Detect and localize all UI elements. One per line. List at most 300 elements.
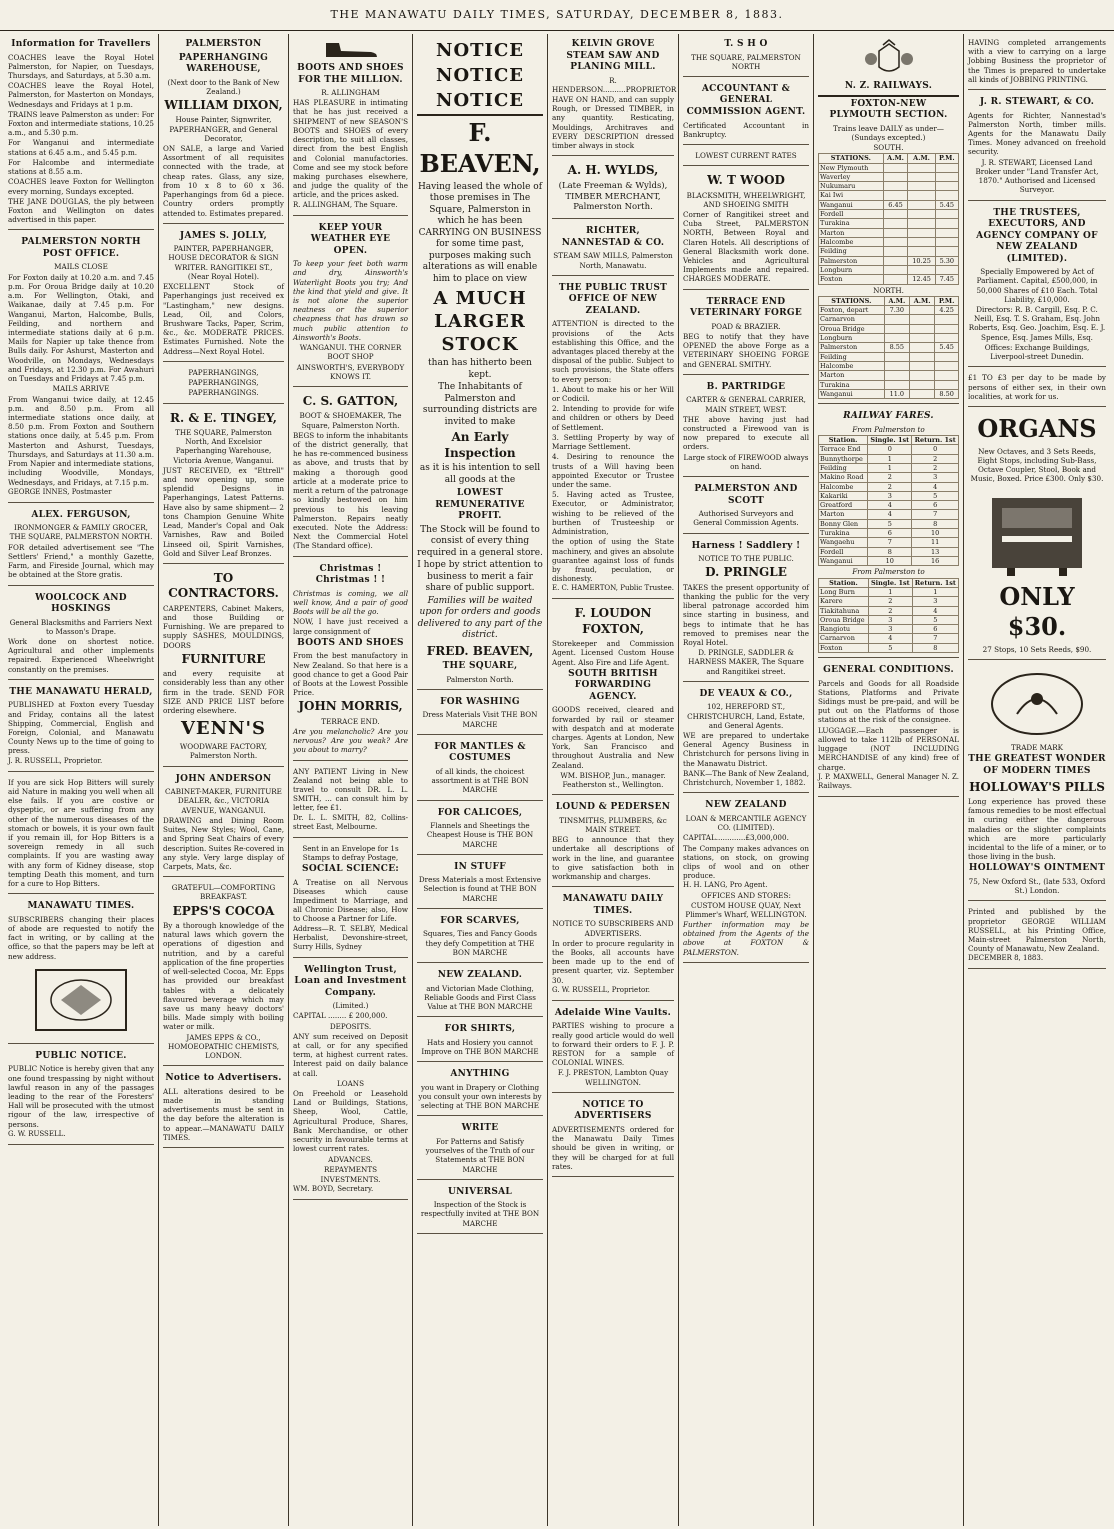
fare-cell: Fordell: [819, 547, 868, 556]
sho-sub: THE SQUARE, PALMERSTON NORTH: [691, 52, 801, 71]
fare-cell: 5: [868, 643, 912, 652]
column-8: [964, 34, 1110, 1526]
stuff-text: Dress Materials a most Extensive Selection is found at THE BON MARCHE: [418, 875, 542, 903]
beaven-signature: FRED. BEAVEN,: [426, 643, 534, 658]
woolcock-title: WOOLCOCK AND HOSKINGS: [35, 592, 127, 615]
jolly-sub: PAINTER, PAPERHANGER, HOUSE DECORATOR & SIGN WRITER. RANGITIKEI ST., (Near Royal Hotel).: [168, 244, 279, 281]
pringle-ad: [683, 536, 809, 682]
fare-row: [819, 597, 959, 606]
timetable-cell: 11.0: [884, 389, 909, 398]
timetable-row: [819, 200, 959, 209]
trust-signature: E. C. HAMERTON, Public Trustee.: [552, 584, 674, 593]
p-note: (Next door to the Bank of New Zealand.): [167, 77, 280, 96]
stewart-title: J. R. STEWART, & CO.: [979, 97, 1095, 108]
anderson-title: JOHN ANDERSON: [175, 773, 272, 784]
deveaux-text: WE are prepared to undertake General Agency Business in Christchurch for persons living in the Manawatu District.: [683, 731, 809, 768]
column-4: [413, 34, 548, 1526]
timetable-cell: [908, 210, 935, 219]
fare-cell: 4: [868, 634, 912, 643]
p-sub: PAPERHANGING WAREHOUSE,: [178, 52, 269, 75]
terrace-forge-ad: [683, 292, 809, 375]
timetable-cell: Halcombe: [819, 361, 885, 370]
preston: F. J. PRESTON, Lambton Quay WELLINGTON.: [557, 1068, 669, 1087]
fare-cell: 3: [868, 625, 912, 634]
timetable-cell: [935, 265, 958, 274]
masthead: [0, 0, 1114, 31]
fares-table: Station. Single. 1st Return. 1st Terrace End 0 0 Bunnythorpe 1 2 Feilding 1 2 Makino Road 2 3 Halcombe 2 4 Kakariki 3 5 Greatford 4 6 Marton 4 7 Bonny Glen 5 8 Turakina 6 10 Wangaehu 7 11 Fordell 8 13 Wanganui 10 16: [818, 435, 959, 566]
timetable-cell: [909, 352, 934, 361]
palm-scott-text: Authorised Surveyors and General Commission Agents.: [693, 509, 799, 528]
timetable-row: [819, 191, 959, 200]
post-title: PALMERSTON NORTH POST OFFICE.: [21, 237, 141, 259]
smith-ad: [293, 763, 408, 838]
timetable-row: [819, 238, 959, 247]
sho-title: T. S H O: [724, 39, 768, 49]
weather-text: To keep your feet both warm and dry, Ainsworth's Waterlight Boots you try; And the kind that yield and give. It is not alone the superior neatness or the superior cheapness that has drawn so much public attention to Ainsworth's Boots.: [293, 259, 408, 342]
north: NORTH.: [873, 285, 904, 295]
post-signature: GEORGE INNES, Postmaster: [8, 487, 112, 496]
washing-text: Dress Materials Visit THE BON MARCHE: [422, 710, 538, 729]
calicoes-title: FOR CALICOES,: [437, 807, 523, 818]
timetable-header: A.M.: [909, 296, 934, 305]
kelvin-title: KELVIN GROVE STEAM SAW AND PLANING MILL.: [566, 39, 660, 73]
lound-text: BEG to announce that they undertake all descriptions of work in the line, and guarantee to give satisfaction both in workmanship and charges.: [552, 835, 674, 882]
boot-icon: [321, 39, 381, 61]
trust-item: 2. Intending to provide for wife and children or others by Deed of Settlement.: [552, 404, 674, 432]
nzloan-text: The Company makes advances on stations, on stock, on growing clips of wool and on other produce.: [683, 843, 809, 881]
trust-text: ATTENTION is directed to the provisions of the Acts establishing this Office, and the advantages placed thereby at the disposal of the public. Subject to such provisions, the State offers to every person:: [552, 319, 674, 384]
nzloan-capital: CAPITAL.............£3,000,000.: [683, 833, 789, 843]
fares-title: RAILWAY FARES.: [843, 411, 934, 422]
investments-title: INVESTMENTS.: [320, 1175, 381, 1184]
fare-cell: 3: [912, 597, 958, 606]
partridge-title: B. PARTRIDGE: [706, 381, 786, 392]
selby-address: Address—R. T. SELBY, Medical Herbalist, Devonshire-street, Surry Hills, Sydney: [293, 924, 408, 951]
timetable-cell: [883, 219, 908, 228]
furniture-text: and every requisite at considerably less than any other firm in the trade. SEND FOR SIZE AND PRICE LIST before ordering elsewhere.: [163, 669, 284, 716]
holloway-ad: [968, 662, 1106, 901]
lowest-rates: [683, 147, 809, 166]
fare-row: [819, 606, 959, 615]
tingey-title: R. & E. TINGEY,: [170, 410, 277, 425]
conditions-ad: [818, 660, 959, 797]
fare-cell: Karere: [819, 597, 869, 606]
fare-cell: 3: [868, 491, 912, 500]
kelvin-text: HAVE ON HAND, and can supply Rough, or Dressed TIMBER, in any quantity. Resticating, Mouldings, Architraves and EVERY DESCRIPTION dressed timber always in stock: [552, 94, 674, 151]
timetable-cell: [935, 352, 959, 361]
adv-title: NOTICE TO ADVERTISERS: [574, 1099, 652, 1122]
info-text: TRAINS leave Palmerston as under: For Foxton and intermediate stations, 10.25 a.m., and 5.30 p.m.: [8, 109, 154, 138]
timetable-cell: [909, 371, 934, 380]
timetable-cell: Kai Iwi: [819, 191, 884, 200]
organs-sub: 27 Stops, 10 Sets Reeds, $90.: [982, 645, 1092, 655]
timetable-cell: [908, 238, 935, 247]
adelaide-text: PARTIES wishing to procure a really good article would do well to forward their orders to F. J. P. RESTON for a sample of COLONIAL WINES.: [552, 1021, 674, 1068]
paperhangings: PAPERHANGINGS.: [188, 388, 259, 398]
north-timetable: [818, 296, 959, 399]
adv-text: ADVERTISEMENTS ordered for the Manawatu Daily Times should be given in writing, or they will be charged for at full rates.: [552, 1124, 674, 1171]
paperhanging-warehouse-ad: [163, 34, 284, 224]
timetable-cell: Longburn: [819, 265, 884, 274]
manawatu-times: MANAWATU DAILY TIMES.: [562, 894, 664, 916]
hope-text: I hope by strict attention to business to merit a fair share of public support.: [417, 560, 543, 594]
fare-cell: Carnarvon: [819, 634, 869, 643]
nzloan-signature: H. H. LANG, Pro Agent.: [683, 881, 768, 890]
deveaux-bank: BANK—The Bank of New Zealand, Christchurch, November 1, 1882.: [683, 768, 809, 788]
fare-row: [819, 510, 959, 519]
timetable-cell: [884, 334, 909, 343]
fare-row: [819, 625, 959, 634]
fare-cell: Long Burn: [819, 587, 869, 596]
holloway-address: 75, New Oxford St., (late 533, Oxford St.) London.: [968, 876, 1106, 896]
trust-item: 4. Desiring to renounce the trusts of a Will having been appointed Executor or Trustee under the same.: [552, 452, 674, 490]
timetable-row: [819, 163, 959, 172]
timetable-cell: [935, 172, 958, 181]
timetable-cell: [884, 361, 909, 370]
fare-cell: 7: [868, 538, 912, 547]
wylds-sub: (Late Freeman & Wylds), TIMBER MERCHANT, Palmerston North.: [558, 180, 668, 213]
timetable-cell: [884, 324, 909, 333]
paperhangings: PAPERHANGINGS,: [188, 367, 259, 377]
christmas-text: Christmas is coming, we all well know, And a pair of good Boots will be all the go.: [293, 588, 408, 617]
timetable-cell: [935, 219, 958, 228]
fare-cell: 10: [868, 557, 912, 566]
holloway-pills: HOLLOWAY'S PILLS: [969, 779, 1105, 794]
fare-cell: Tiakitahuna: [819, 606, 869, 615]
column-6: [679, 34, 814, 1526]
subscribers-signature: G. W. RUSSELL, Proprietor.: [552, 985, 651, 994]
times-ad: [8, 896, 154, 1044]
times-title: MANAWATU TIMES.: [27, 901, 135, 912]
allingham-text: HAS PLEASURE in intimating that he has just received a SHIPMENT of new SEASON'S BOOTS and SHOES of every description, to suit all classes, direct from the best English and Colonial manufactories. Come and see my stock before making purchases elsewhere, and judge the quality of the article, and the prices asked.: [293, 98, 408, 200]
timetable-cell: [909, 306, 934, 315]
epps-text: By a thorough knowledge of the natural laws which govern the operations of digestion and nutrition, and by a careful application of the fine properties of well-selected Cocoa, Mr. Epps has provided our breakfast tables with a delicately flavoured beverage which may save us many heavy doctors' bills. Made simply with boiling water or milk.: [163, 920, 284, 1032]
trustees-ad: [968, 203, 1106, 368]
advances-title: ADVANCES.: [328, 1154, 373, 1164]
bon-marche-calicoes: [417, 803, 543, 855]
column-5: [548, 34, 679, 1526]
timetable-cell: 8.50: [935, 389, 959, 398]
timetable-cell: [935, 182, 958, 191]
social-text: A Treatise on all Nervous Diseases which cause Impediment to Marriage, and all Chronic Disease; also, How to Choose a Partner for Life.: [293, 877, 408, 924]
timetable-cell: [935, 361, 959, 370]
anything-text: you want in Drapery or Clothing you consult your own interests by selecting at THE BON MARCHE: [418, 1082, 542, 1111]
subscribers-text: In order to procure regularity in the Books, all accounts have been made up to the end of present quarter, viz. September 30.: [552, 938, 674, 985]
early-inspection: An Early Inspection: [444, 430, 516, 460]
timetable-cell: 7.45: [935, 275, 958, 284]
fare-cell: 4: [868, 501, 912, 510]
goods-text: GOODS received, cleared and forwarded by rail or steamer with despatch and at moderate charges. Agents at London, New York, San Francisco and throughout Australia and New Zealand.: [552, 705, 674, 770]
trust-item: 3. Settling Property by way of Marriage Settlement.: [552, 432, 674, 452]
holloway-trade: TRADE MARK: [1010, 743, 1064, 753]
timetable-row: [819, 389, 959, 398]
timetable-cell: [935, 315, 959, 324]
fare-cell: Feilding: [819, 463, 868, 472]
morris-title: JOHN MORRIS,: [298, 699, 403, 714]
fare-cell: 7: [912, 634, 958, 643]
rail-sub: FOXTON-NEW PLYMOUTH SECTION.: [829, 98, 948, 121]
fare-cell: 16: [912, 557, 959, 566]
richter-ad: [552, 221, 674, 275]
fare-row: [819, 501, 959, 510]
epps-sub: GRATEFUL—COMFORTING BREAKFAST.: [171, 883, 276, 902]
now-text: NOW, I have just received a large consignment of: [293, 617, 408, 636]
fare-row: [819, 445, 959, 454]
notice-heading: NOTICE: [436, 65, 524, 87]
fare-cell: 2: [868, 482, 912, 491]
public-notice-ad: [8, 1046, 154, 1145]
timetable-cell: [909, 343, 934, 352]
fare-cell: 11: [912, 538, 959, 547]
fare-row: [819, 634, 959, 643]
timetable-row: [819, 343, 959, 352]
timetable-cell: [908, 265, 935, 274]
timetable-row: [819, 371, 959, 380]
stewart-signature: J. R. STEWART, Licensed Land Broker under "Land Transfer Act, 1870." Authorised and Licensed Surveyor.: [975, 157, 1099, 195]
rail-note: Trains leave DAILY as under—(Sundays excepted.): [833, 123, 944, 142]
timetable-cell: [883, 172, 908, 181]
twood-sub: BLACKSMITH, WHEELWRIGHT, AND SHOEING SMITH: [686, 190, 806, 209]
firewood: Large stock of FIREWOOD always on hand.: [683, 452, 809, 471]
tingey-ad: [163, 406, 284, 564]
timetable-cell: [935, 191, 958, 200]
trustees-text: Specially Empowered by Act of Parliament. Capital, £500,000, in 50,000 Shares of £10 Each. Total Liability, £10,000.: [976, 267, 1098, 304]
timetable-cell: [935, 380, 959, 389]
beaven-text: Having leased the whole of those premises in The Square, Palmerston in which he has been CARRYING ON BUSINESS for some time past, purposes making such alterations as will enable him to place on view: [417, 181, 543, 284]
hop-bitters-ad: [8, 774, 154, 895]
timetable-cell: Palmerston: [819, 343, 885, 352]
fare-cell: Makino Road: [819, 473, 868, 482]
fare-cell: 13: [912, 547, 959, 556]
ainsworth-title: WANGANUI. THE CORNER BOOT SHOP: [299, 343, 402, 362]
fare-row: [819, 463, 959, 472]
herald-title: THE MANAWATU HERALD,: [9, 686, 153, 697]
bon-marche-nz: [417, 965, 543, 1017]
dixon-name: WILLIAM DIXON,: [164, 97, 283, 112]
timetable-cell: [883, 256, 908, 265]
nzloan-sub: LOAN & MERCANTILE AGENCY CO. (LIMITED).: [685, 813, 807, 833]
partridge-ad: [683, 377, 809, 477]
fare-cell: 0: [868, 445, 912, 454]
info-title: Information for Travellers: [11, 39, 151, 49]
timetable-cell: [883, 182, 908, 191]
richter-title: RICHTER, NANNESTAD & CO.: [561, 226, 665, 248]
fare-cell: Wangaehu: [819, 538, 868, 547]
timetable-row: [819, 275, 959, 284]
bon-marche-scarves: [417, 911, 543, 963]
capital: CAPITAL ........ £ 200,000.: [293, 1011, 388, 1021]
fare-cell: 6: [868, 529, 912, 538]
timetable-cell: 5.45: [935, 343, 959, 352]
timetable-row: [819, 256, 959, 265]
timetable-cell: New Plymouth: [819, 163, 884, 172]
fare-cell: 1: [912, 587, 958, 596]
inhabitants: The Inhabitants of Palmerston and surrounding districts are invited to make: [422, 382, 538, 427]
notice-heading: NOTICE: [436, 40, 524, 61]
advertisers-notice-ad: [163, 1068, 284, 1148]
timetable-cell: [908, 163, 935, 172]
nzloan-address: OFFICES AND STORES: CUSTOM HOUSE QUAY, Next Plimmer's Wharf, WELLINGTON.: [685, 891, 807, 919]
bon-marche-washing: [417, 692, 543, 735]
offices: Offices: Exchange Buildings, Liverpool-street Dunedin.: [984, 342, 1090, 362]
accountant-text: Certificated Accountant in Bankruptcy.: [683, 120, 809, 139]
christmas-ad: [293, 559, 408, 761]
timetable-cell: [909, 361, 934, 370]
bon-marche-write: [417, 1118, 543, 1179]
timetable-cell: Feilding: [819, 247, 884, 256]
fare-row: [819, 587, 959, 596]
divider: [818, 95, 959, 97]
timetable-row: [819, 315, 959, 324]
boots-shoes-text: From the best manufactory in New Zealand. So that here is a good chance to get a Good Pair of Boots at the Lowest Possible Price.: [293, 651, 408, 698]
fare-cell: Bonny Glen: [819, 519, 868, 528]
column-2: [159, 34, 289, 1526]
info-text: COACHES leave the Royal Hotel, Palmerston, for Masterton on Mondays, Wednesdays and Fridays at 1 p.m.: [8, 81, 154, 109]
timetable-cell: [883, 163, 908, 172]
trustees-title: THE TRUSTEES, EXECUTORS, AND AGENCY COMPANY OF NEW ZEALAND (LIMITED).: [976, 207, 1098, 264]
timetable-cell: 5.45: [935, 200, 958, 209]
fare-cell: Oroua Bridge: [819, 615, 869, 624]
timetable-cell: [908, 172, 935, 181]
deposits-title: DEPOSITS.: [329, 1021, 372, 1031]
timetable-cell: [908, 219, 935, 228]
fare-row: [819, 557, 959, 566]
timetable-cell: [884, 315, 909, 324]
christmas-title: Christmas ! Christmas ! !: [315, 563, 386, 586]
bon-marche-universal: [417, 1182, 543, 1234]
paperhangings-ad: [163, 364, 284, 404]
imprint: [968, 903, 1106, 969]
timetable-cell: [883, 247, 908, 256]
write-title: WRITE: [461, 1123, 499, 1134]
timetable-cell: [935, 247, 958, 256]
fare-cell: 8: [912, 643, 958, 652]
adv-notice-text: ALL alterations desired to be made in standing advertisements must be sent in the day before the alteration is to appear.—MANAWATU DAILY TIMES.: [163, 1086, 284, 1142]
timetable-header: A.M.: [883, 154, 908, 163]
bon-marche-stuff: [417, 857, 543, 909]
fare-row: [819, 615, 959, 624]
shirts-title: FOR SHIRTS,: [444, 1024, 516, 1035]
column-3: [289, 34, 413, 1526]
partridge-sub: CARTER & GENERAL CARRIER, MAIN STREET, WEST.: [686, 395, 806, 414]
timetable-cell: 4.25: [935, 306, 959, 315]
bon-marche-mantles: [417, 737, 543, 801]
timetable-row: [819, 247, 959, 256]
wellington-title: Wellington Trust, Loan and Investment Company.: [294, 964, 407, 998]
furniture-title: FURNITURE: [181, 651, 266, 666]
timetable-header: A.M.: [908, 154, 935, 163]
fares-table-2: Station. Single. 1st Return. 1st Long Burn 1 1 Karere 2 3 Tiakitahuna 2 4 Oroua Bridge 3 5 Rangiotu 3 6 Carnarvon 4 7 Foxton 5 8: [818, 578, 959, 654]
timetable-cell: [909, 389, 934, 398]
dixon-text: ON SALE, a large and Varied Assortment of all requisites connected with the trade, at cheap rates. Glass, any size, from 10 x 8 to 60 x 36. Paperhangings from 6d a piece. Country orders promptly attended to. Estimates prepared.: [163, 144, 284, 218]
universal-text: Inspection of the Stock is respectfully invited at THE BON MARCHE: [420, 1200, 540, 1228]
herald-signature: J. R. RUSSELL, Proprietor.: [8, 756, 103, 765]
timetable-header: STATIONS.: [819, 154, 884, 163]
timetable-cell: [909, 315, 934, 324]
lound-title: LOUND & PEDERSEN: [555, 802, 671, 813]
earnings-ad: [968, 369, 1106, 407]
timetable-cell: Foxton, depart: [819, 306, 885, 315]
tingey-text: JUST RECEIVED, ex "Ettrell" and now opening up, some splendid Designs in Paperhangings, Latest Patterns. Have also by same shipment— 2 tons Champion Genuine White Lead, Mander's Copal and Oak Varnishes, Raw and Boiled Linseed oil, Spirit Varnishes, Gold and Silver Leaf Bronzes.: [163, 465, 284, 558]
timetable-cell: [935, 324, 959, 333]
fare-cell: 4: [912, 606, 958, 615]
stamp-illustration-icon: [31, 965, 131, 1035]
timetable-cell: Nukumaru: [819, 182, 884, 191]
mantles-text: of all kinds, the choicest assortment is at THE BON MARCHE: [431, 766, 529, 795]
pringle-title: D. PRINGLE: [705, 565, 787, 580]
fare-cell: 3: [912, 473, 959, 482]
fare-cell: 5: [868, 519, 912, 528]
wellington-signature: WM. BOYD, Secretary.: [293, 1185, 374, 1194]
timetable-row: [819, 210, 959, 219]
public-notice-signature: G. W. RUSSELL.: [8, 1129, 66, 1138]
timetable-cell: [884, 352, 909, 361]
herald-ad: [8, 682, 154, 772]
timetable-cell: [935, 163, 958, 172]
timetable-row: [819, 324, 959, 333]
subscribers-notice: NOTICE TO SUBSCRIBERS AND ADVERTISERS.: [552, 919, 674, 938]
square-signature: THE SQUARE,: [442, 661, 518, 672]
timetable-cell: Halcombe: [819, 238, 884, 247]
issue-date: DECEMBER 8, 1883.: [968, 954, 1044, 963]
timetable-cell: [883, 275, 908, 284]
timetable-cell: [908, 200, 935, 209]
timetable-row: [819, 172, 959, 181]
palm-scott-title: PALMERSTON AND SCOTT: [694, 484, 798, 506]
railways-ad: [818, 34, 959, 404]
weather-eye-ad: [293, 218, 408, 387]
loudon-title: F. LOUDON FOXTON,: [574, 606, 652, 636]
lowest-title: LOWEST CURRENT RATES: [695, 150, 797, 160]
timetable-cell: [884, 371, 909, 380]
write-text: For Patterns and Satisfy yourselves of the Truth of our Statements at THE BON MARCHE: [425, 1136, 535, 1174]
timetable-cell: [935, 238, 958, 247]
subscribers-notice-ad: [552, 889, 674, 1001]
timetable-cell: [909, 324, 934, 333]
timetable-cell: [909, 334, 934, 343]
fare-row: [819, 529, 959, 538]
timetable-row: [819, 352, 959, 361]
beaven-ad: [417, 34, 543, 690]
timetable-cell: [935, 228, 958, 237]
lound-ad: [552, 797, 674, 887]
boots-shoes-ad: [293, 34, 408, 216]
nzloan-title: NEW ZEALAND: [705, 800, 787, 811]
deveaux-sub: 102, HEREFORD ST., CHRISTCHURCH, Land, Estate, and General Agents.: [687, 702, 805, 730]
only-price: ONLY $30.: [999, 581, 1075, 642]
columns: [4, 34, 1110, 1526]
trust-item: 5. Having acted as Trustee, Executor, or Administrator, wishing to be relieved of the burthen of Trusteeship or Administration,: [552, 490, 674, 537]
fare-cell: Halcombe: [819, 482, 868, 491]
jolly-text: EXCELLENT Stock of Paperhangings just received ex "Lastingham," new designs. Lead, Oil, and Colors, Brushware Tacks, Paper, Scrim, &c., &c. MODERATE PRICES. Estimates Furnished. Note the Address—Next Royal Hotel.: [163, 282, 284, 356]
fare-cell: 3: [868, 615, 912, 624]
terrace-sub: POAD & BRAZIER.: [711, 321, 781, 331]
fare-row: [819, 491, 959, 500]
royal-crest-icon: [859, 39, 919, 79]
stock-text: The Stock will be found to consist of every thing required in a general store.: [417, 524, 543, 558]
nz-loan-ad: [683, 795, 809, 963]
info-text: For Halcombe and intermediate stations at 8.55 a.m.: [8, 157, 154, 177]
twood-ad: [683, 168, 809, 290]
timetable-cell: Oroua Bridge: [819, 324, 885, 333]
timetable-cell: [883, 191, 908, 200]
timetable-cell: [883, 265, 908, 274]
social-title: SOCIAL SCIENCE:: [302, 864, 399, 875]
organs-text: New Octaves, and 3 Sets Reeds, Eight Stops, including Sub-Bass, Octave Coupler, Stool, Book and Music, Boxed. Price £300. Only $30.: [970, 446, 1104, 484]
fare-row: [819, 482, 959, 491]
fare-cell: 5: [912, 615, 958, 624]
timetable-cell: 12.45: [908, 275, 935, 284]
